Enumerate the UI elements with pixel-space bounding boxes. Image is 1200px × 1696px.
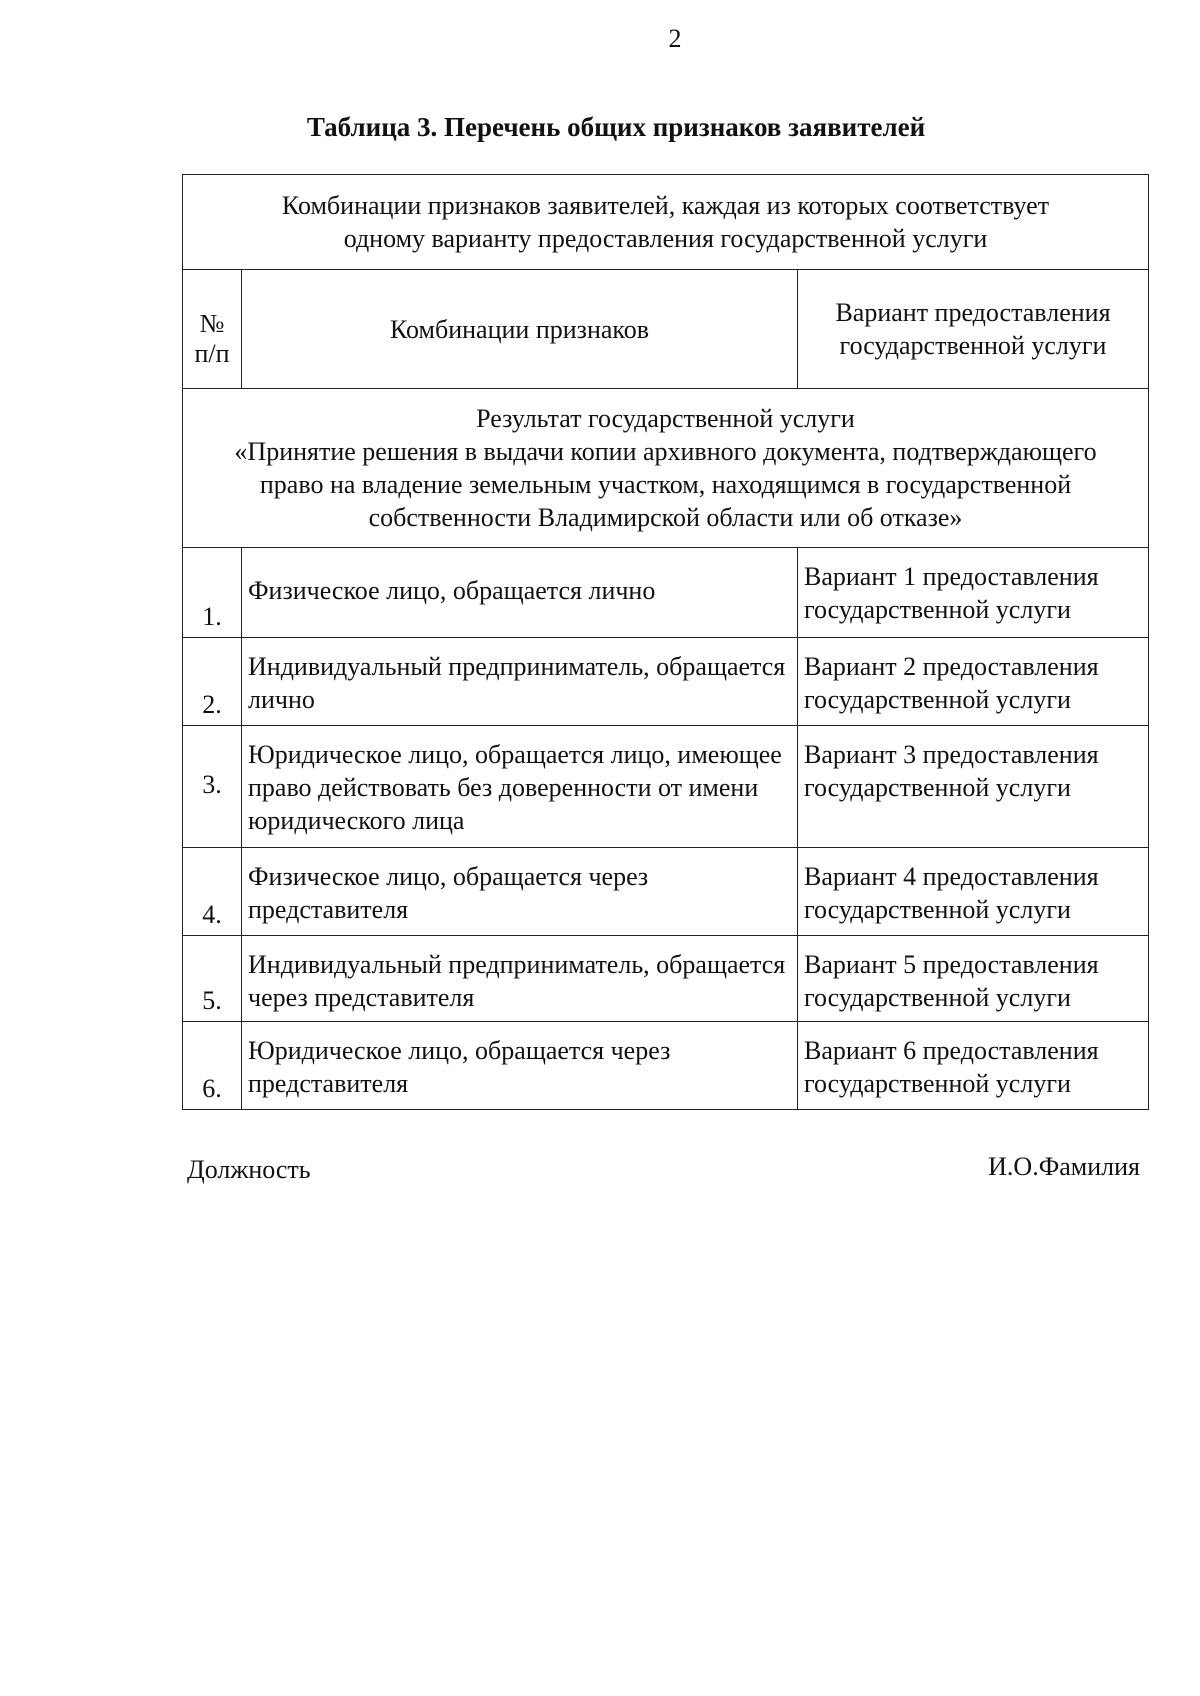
row-combination: Физическое лицо, обращается лично <box>242 548 798 638</box>
page-number: 2 <box>668 24 682 53</box>
row-combination: Физическое лицо, обращается через представителя <box>242 848 798 936</box>
signature-name: И.О.Фамилия <box>988 1152 1140 1181</box>
column-header-number-line: п/п <box>194 339 230 368</box>
row-number: 6. <box>183 1022 242 1110</box>
result-row <box>183 389 1149 548</box>
table-row <box>183 1022 1149 1110</box>
result-cell <box>183 389 1149 548</box>
row-number: 3. <box>183 726 242 848</box>
row-combination: Индивидуальный предприниматель, обращается через представителя <box>242 936 798 1022</box>
row-variant: Вариант 5 предоставления государственной услуги <box>798 936 1149 1022</box>
row-combination: Индивидуальный предприниматель, обращается лично <box>242 638 798 726</box>
table-header-span-row <box>183 175 1149 270</box>
column-header-number <box>183 270 242 389</box>
row-variant: Вариант 1 предоставления государственной услуги <box>798 548 1149 638</box>
header-span-cell <box>183 175 1149 270</box>
row-variant: Вариант 3 предоставления государственной услуги <box>798 726 1149 848</box>
column-header-variant-line: Вариант предоставления <box>835 298 1111 327</box>
header-span-line: Комбинации признаков заявителей, каждая из которых соответствует <box>281 191 1050 220</box>
column-header-number-line: № <box>199 309 225 338</box>
column-header-variant-line: государственной услуги <box>839 331 1107 360</box>
result-line: Результат государственной услуги <box>476 404 855 433</box>
column-header-variant <box>798 270 1149 389</box>
row-number: 4. <box>183 848 242 936</box>
header-span-line: одному варианту предоставления государственной услуги <box>343 224 988 253</box>
table-row <box>183 726 1149 848</box>
column-header-combination: Комбинации признаков <box>242 270 798 389</box>
table-row <box>183 548 1149 638</box>
table-row <box>183 848 1149 936</box>
result-line: право на владение земельным участком, находящимся в государственной <box>259 470 1072 499</box>
result-line: собственности Владимирской области или об отказе» <box>368 503 963 532</box>
row-number: 2. <box>183 638 242 726</box>
row-variant: Вариант 2 предоставления государственной услуги <box>798 638 1149 726</box>
column-header-row <box>183 270 1149 389</box>
row-combination: Юридическое лицо, обращается лицо, имеющее право действовать без доверенности от имени юридического лица <box>242 726 798 848</box>
table-row <box>183 936 1149 1022</box>
row-number: 5. <box>183 936 242 1022</box>
table-title: Таблица 3. Перечень общих признаков заявителей <box>306 112 926 142</box>
row-number: 1. <box>183 548 242 638</box>
row-variant: Вариант 4 предоставления государственной услуги <box>798 848 1149 936</box>
signature-position: Должность <box>187 1155 311 1184</box>
applicant-criteria-table <box>182 174 1149 1110</box>
result-line: «Принятие решения в выдачи копии архивного документа, подтверждающего <box>234 437 1097 466</box>
row-combination: Юридическое лицо, обращается через представителя <box>242 1022 798 1110</box>
table-row <box>183 638 1149 726</box>
row-variant: Вариант 6 предоставления государственной услуги <box>798 1022 1149 1110</box>
